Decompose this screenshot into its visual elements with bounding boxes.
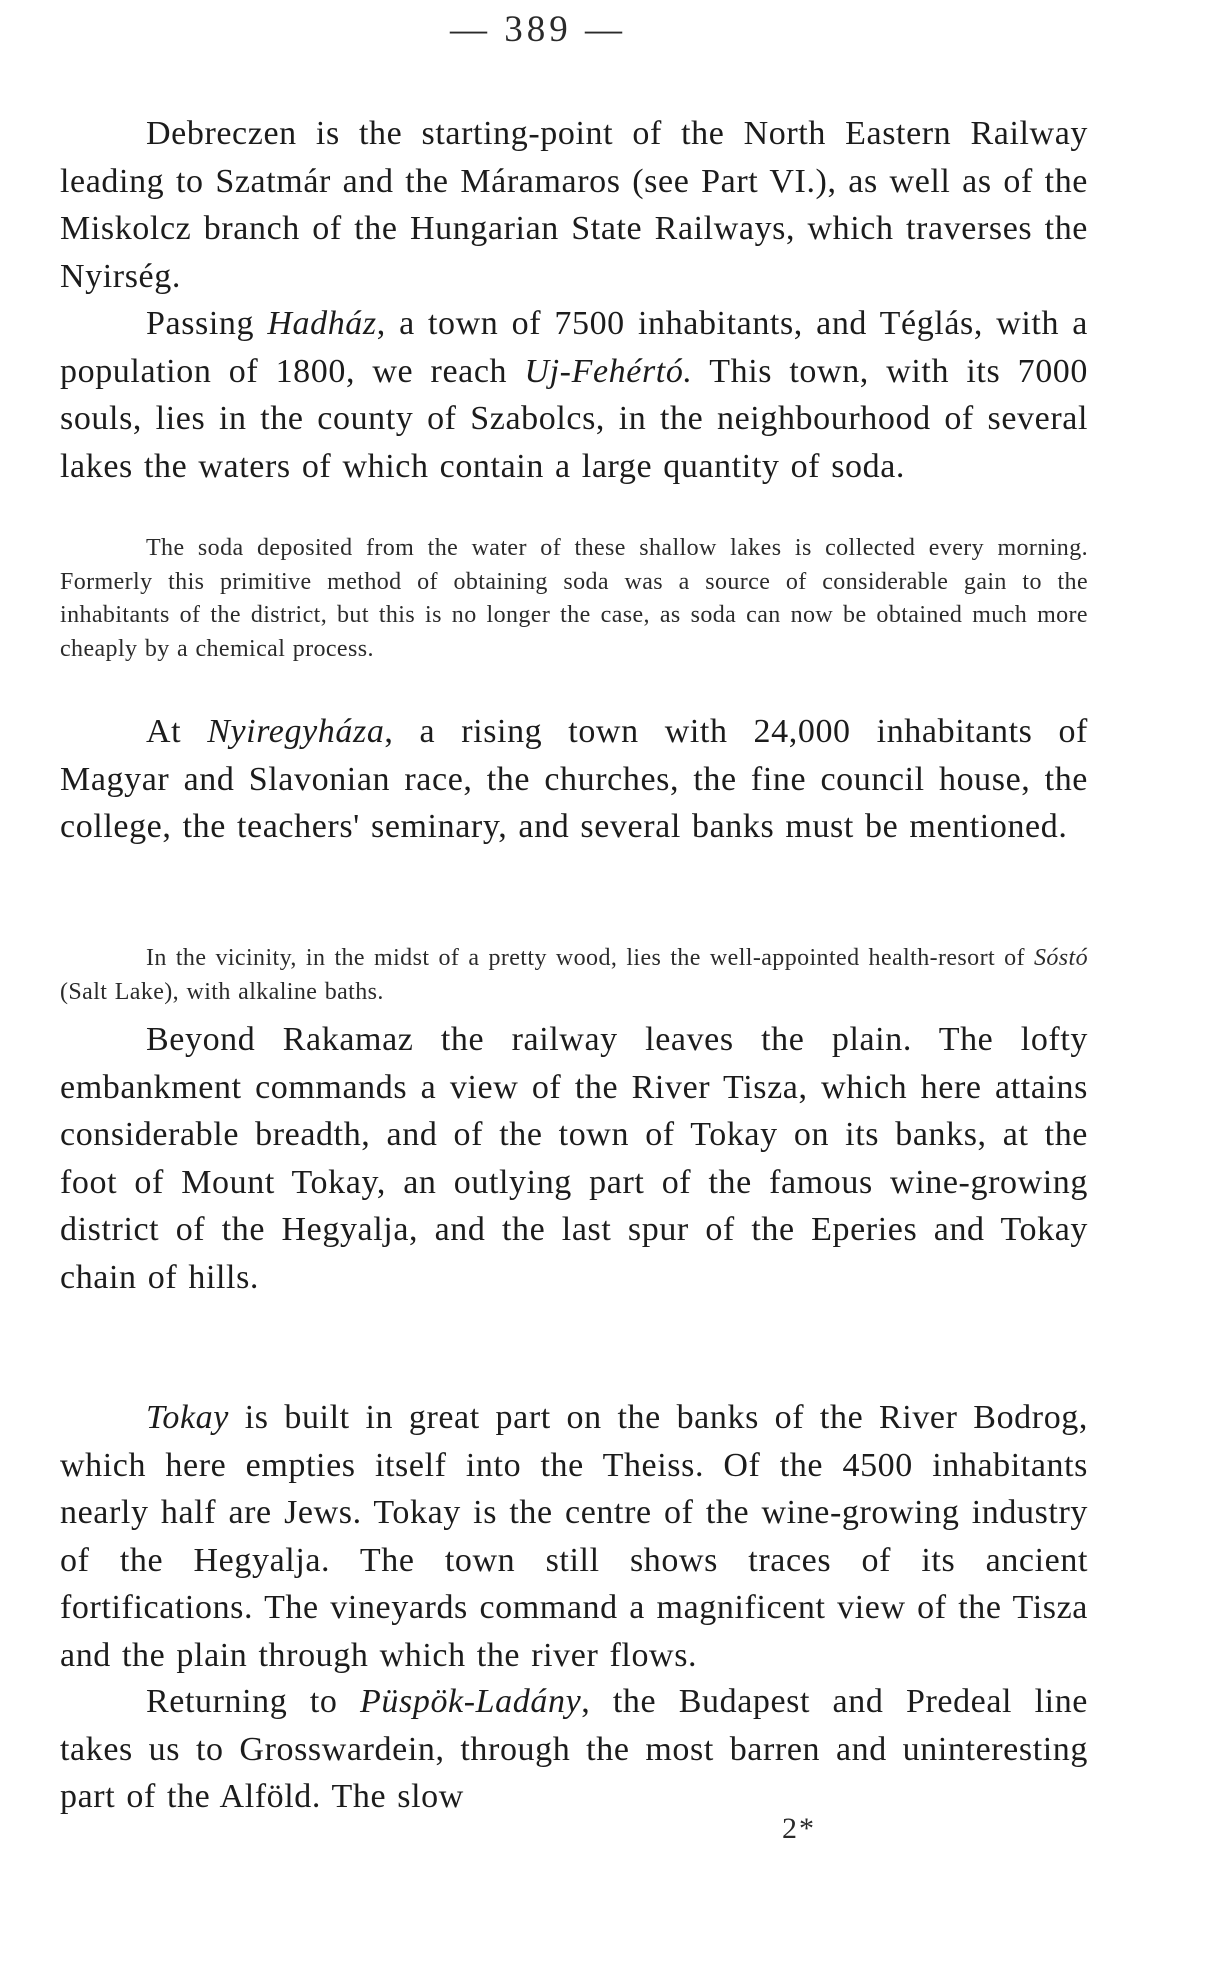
place-puspok-ladany: Püspök-Ladány xyxy=(360,1683,582,1720)
paragraph-text: Debreczen is the starting-point of the North Eastern Railway leading to Szatmár and the Máramaros (see Part VI.), as well as of the Miskolcz branch of the Hungarian State Railways, which traverses the Nyirség. xyxy=(60,115,1088,295)
signature-mark: 2* xyxy=(782,1812,816,1845)
paragraph-rakamaz xyxy=(60,1016,1088,1301)
place-tokay: Tokay xyxy=(146,1399,229,1436)
paragraph-debreczen xyxy=(60,110,1088,300)
place-uj-feherto: Uj-Fehértó. xyxy=(524,352,693,390)
paragraph-text: Beyond Rakamaz the railway leaves the plain. The lofty embankment commands a view of the River Tisza, which here attains considerable breadth, and of the town of Tokay on its banks, at the foot of Mount Tokay, an outlying part of the famous wine-growing district of the Hegyalja, and the last spur of the Eperies and Tokay chain of hills. xyxy=(60,1021,1088,1296)
note-text: The soda deposited from the water of these shallow lakes is collected every morning. Formerly this primitive method of obtaining soda was a source of considerable gain to the inhabitants of the district, but this is no longer the case, as soda can now be obtained much more cheaply by a chemical process. xyxy=(60,535,1088,662)
place-sosto: Sóstó xyxy=(1033,945,1088,971)
paragraph-tokay xyxy=(60,1394,1088,1679)
footnote-sosto xyxy=(60,942,1088,1009)
place-nyiregyhaza: Nyiregyháza xyxy=(207,713,385,750)
paragraph-text: Tokay is built in great part on the banks of the River Bodrog, which here empties itself into the Theiss. Of the 4500 inhabitants nearly half are Jews. Tokay is the centre of the wine-growing industry of the Hegyalja. The town still shows traces of its ancient fortifications. The vineyards command a magnificent view of the Tisza and the plain through which the river flows. xyxy=(60,1399,1088,1674)
paragraph-puspok-ladany xyxy=(60,1678,1088,1821)
paragraph-text: At Nyiregyháza, a rising town with 24,000 inhabitants of Magyar and Slavonian race, the churches, the fine council house, the college, the teachers' seminary, and several banks must be mentioned. xyxy=(60,713,1088,845)
paragraph-nyiregyhaza xyxy=(60,708,1088,851)
paragraph-text: Passing Hadház, a town of 7500 inhabitants, and Téglás, with a population of 1800, we reach Uj-Fehértó. This town, with its 7000 souls, lies in the county of Szabolcs, in the neighbourhood of several lakes the waters of which contain a large quantity of soda. xyxy=(60,305,1088,485)
note-text: In the vicinity, in the midst of a pretty wood, lies the well-appointed health-resort of Sóstó (Salt Lake), with alkaline baths. xyxy=(60,945,1088,1005)
page-number: — 389 — xyxy=(450,9,626,50)
footnote-soda xyxy=(60,532,1088,666)
paragraph-hadhaz xyxy=(60,300,1088,490)
paragraph-text: Returning to Püspök-Ladány, the Budapest and Predeal line takes us to Grosswardein, through the most barren and uninteresting part of the Alföld. The slow xyxy=(60,1683,1088,1815)
place-hadhaz: Hadház xyxy=(267,305,377,342)
